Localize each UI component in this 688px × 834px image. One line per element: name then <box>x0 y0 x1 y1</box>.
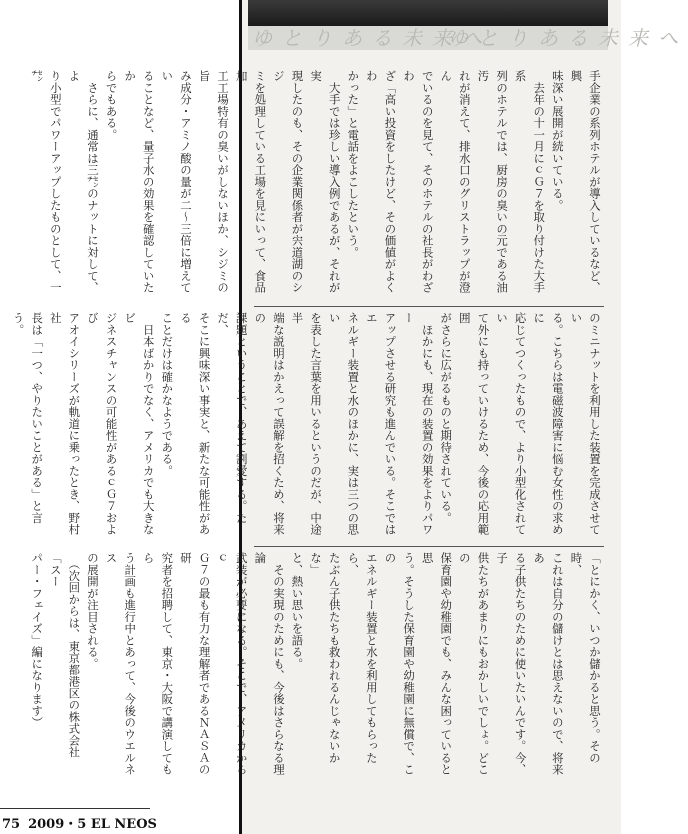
text-line: アップさせる研究も進んでいる。そこではエ <box>364 312 398 536</box>
text-line: ミを処理している工場を見にいって、食品加 <box>234 70 268 294</box>
text-line: 日本ばかりでなく、アメリカでも大きなビ <box>123 312 156 536</box>
text-line: のミニナットを利用した装置を完成させてい <box>569 312 602 536</box>
text-line: み成分・アミノ酸の量が二～三倍に増えてい <box>160 70 193 294</box>
text-line: と、熱い思いを語る。 <box>290 552 305 670</box>
page-footer <box>2 813 157 832</box>
header-decoration-strip <box>248 26 688 50</box>
text-line: エネルギー装置と水を利用してもらったら、 <box>346 552 379 764</box>
column-divider <box>254 306 604 307</box>
text-line: 課題ということで、あえて割愛する。ただ、 <box>216 312 249 524</box>
text-line: 端な説明はかえって誤解を招くため、将来の <box>253 312 286 536</box>
text-line: かった」と電話をよこしたという。 <box>346 70 361 258</box>
text-line: 去年の十一月にｃＧ７を取り付けた大手系 <box>513 70 547 294</box>
text-line: り小型でパワーアップしたものとして、一㌢ <box>30 70 63 294</box>
text-line: 大手では珍しい導入例であるが、それが実 <box>309 70 342 294</box>
article-column-middle <box>11 312 604 540</box>
text-line: 保育園や幼稚園でも、みんな困っていると思 <box>420 552 454 776</box>
text-line: ジネスチャンスの可能性があるｃＧ７および <box>85 312 119 536</box>
text-line: そこに興味深い事実と、新たな可能性がある <box>178 312 212 536</box>
text-line: （次回からは、東京都港区の株式会社「スー <box>48 552 82 758</box>
article-column-bottom <box>30 552 604 780</box>
text-line: たぶん子供たちも救われるんじゃないかな」 <box>309 552 342 764</box>
column-divider <box>254 546 604 547</box>
text-line: 工工場特有の臭いがしないほか、シジミの旨 <box>197 70 231 294</box>
text-line: ネルギー装置と水のほかに、実は三つの思い <box>327 312 361 536</box>
text-line: 供たちがあまりにもおかしいでしょ。どこの <box>457 552 491 776</box>
issue-label: 2009・5 EL NEOS <box>28 817 157 832</box>
text-line: ることなど、量子水の効果を確認していたか <box>123 70 156 294</box>
page-number: 75 <box>2 817 21 832</box>
text-line: アオイシリーズが軌道に乗ったとき、野村社 <box>48 312 82 536</box>
text-line: ほかにも、現在の装置の効果をよりパワー <box>402 312 435 536</box>
text-line: う計画も進行中とあって、今後のウエルネス <box>104 552 138 776</box>
footer-rule <box>0 808 150 809</box>
text-line: る。こちらは電磁波障害に悩む女性の求めに <box>532 312 565 536</box>
text-line: らでもある。 <box>104 70 119 141</box>
text-line: 「とにかく、いつか儲かると思う。その時、 <box>569 552 602 764</box>
text-line: て外にも持っていけるため、今後の応用範囲 <box>457 312 491 536</box>
text-line: る子供たちのために使いたいんです。今、子 <box>495 552 528 776</box>
text-line: その実現のためにも、今後はさらなる理論 <box>253 552 286 776</box>
text-line: ざ「高い投資をしたけど、その価値がよくわ <box>364 70 398 294</box>
text-line: ことだけは確かなようである。 <box>160 312 175 477</box>
text-line: を表した言葉を用いるというのだが、中途半 <box>290 312 324 536</box>
text-line: これは自分の儲けとは思えないので、将来あ <box>532 552 565 776</box>
text-line: 味深い展開が続いている。 <box>550 70 565 211</box>
header-decoration-text: ゆとりある未来へ <box>448 26 688 50</box>
text-line: がさらに広がるものと期待されている。 <box>439 312 454 524</box>
text-line: 手企業の系列ホテルが導入しているなど、興 <box>569 70 602 294</box>
text-line: の展開が注目される。 <box>85 552 100 670</box>
text-line: 現したのも、その企業関係者が宍道湖のシジ <box>271 70 305 294</box>
header-band <box>248 0 608 26</box>
text-line: 応じてつくったもので、より小型化されてい <box>495 312 528 536</box>
text-line: れが消えて、排水口のグリストラップが澄ん <box>439 70 472 294</box>
header-decoration-text: ゆとりある未来へ <box>252 26 492 50</box>
text-line: でいるのを見て、そのホテルの社長がわざわ <box>402 70 435 294</box>
text-line: 長は「一つ、やりたいことがある」と言う。 <box>11 312 45 524</box>
text-line: う。そうした保育園や幼稚園に無償で、この <box>383 552 417 776</box>
text-line: Ｇ７の最も有力な理解者であるＮＡＳＡの研 <box>178 552 212 776</box>
text-line: 武装が必要になる。そこで、アメリカからｃ <box>216 552 249 776</box>
text-line: 究者を招聘して、東京・大阪で講演してもら <box>141 552 175 776</box>
article-column-top <box>30 70 604 298</box>
text-line: 列のホテルでは、厨房の臭いの元である油汚 <box>476 70 510 294</box>
text-line: パー・フェイズ」編になります） <box>30 552 45 729</box>
text-line: さらに、通常は三㌢のナットに対して、よ <box>67 70 100 294</box>
